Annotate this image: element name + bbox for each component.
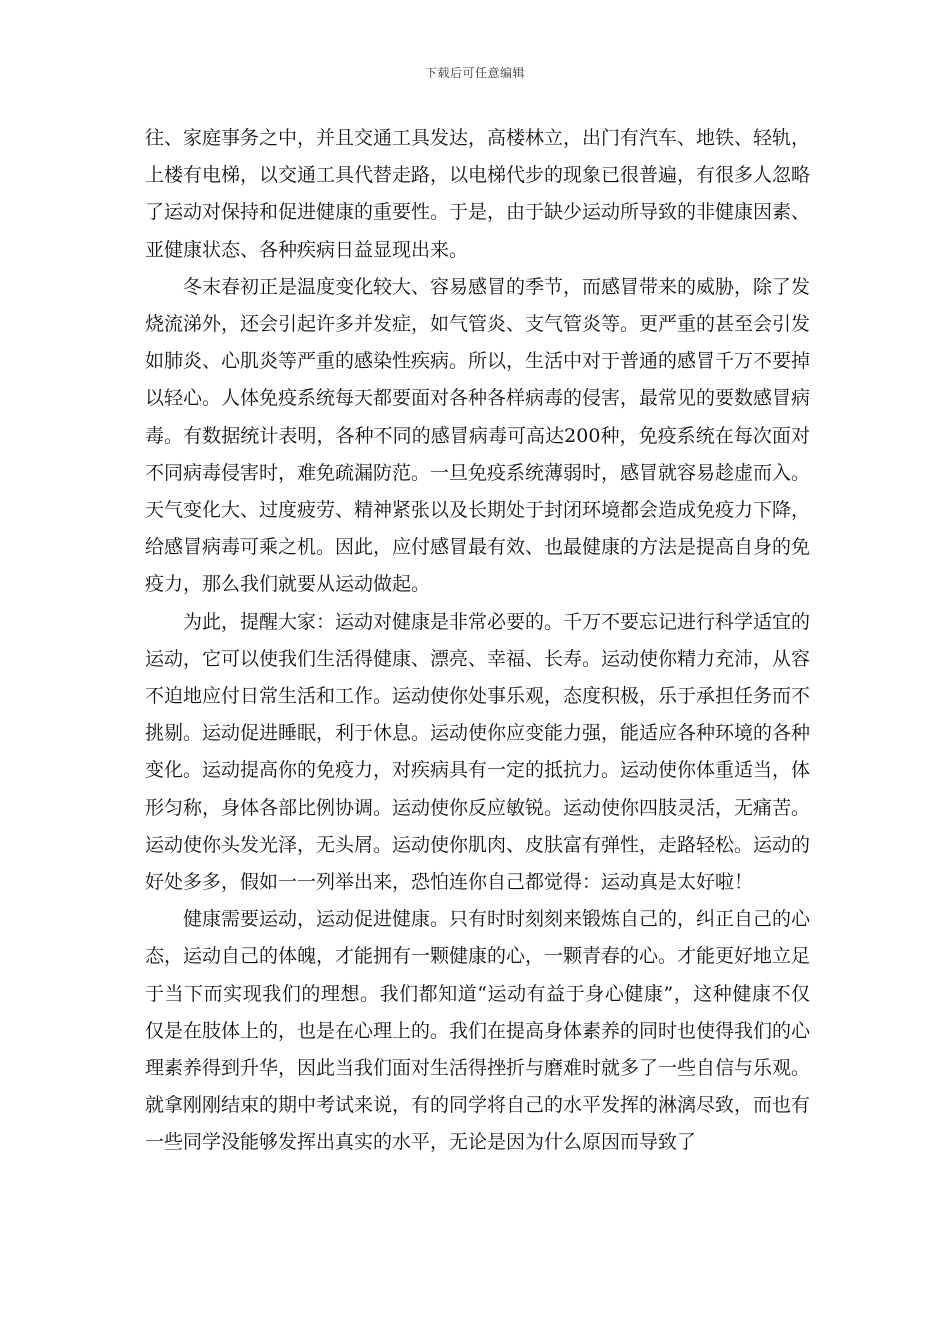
paragraph-3: 为此，提醒大家：运动对健康是非常必要的。千万不要忘记进行科学适宜的运动，它可以使我们生活得健康、漂亮、幸福、长寿。运动使你精力充沛，从容不迫地应付日常生活和工作。运动使你处事乐观，态度积极，乐于承担任务而不挑剔。运动促进睡眠，利于休息。运动使你应变能力强，能适应各种环境的各种变化。运动提高你的免疫力，对疾病具有一定的抵抗力。运动使你体重适当，体形匀称，身体各部比例协调。运动使你反应敏锐。运动使你四肢灵活，无痛苦。运动使你头发光泽，无头屑。运动使你肌肉、皮肤富有弹性，走路轻松。运动的好处多多，假如一一列举出来，恐怕连你自己都觉得：运动真是太好啦！ bbox=[145, 610, 811, 894]
paragraph-1-continued: 往、家庭事务之中，并且交通工具发达，高楼林立，出门有汽车、地铁、轻轨，上楼有电梯，以交通工具代替走路，以电梯代步的现象已很普遍，有很多人忽略了运动对保持和促进健康的重要性。于是，由于缺少运动所导致的非健康因素、亚健康状态、各种疾病日益显现出来。 bbox=[145, 127, 811, 261]
page-header: 下载后可任意编辑 bbox=[424, 66, 525, 80]
paragraph-4: 健康需要运动，运动促进健康。只有时时刻刻来锻炼自己的，纠正自己的心态，运动自己的体魄，才能拥有一颗健康的心，一颗青春的心。才能更好地立足于当下而实现我们的理想。我们都知道“运动有益于身心健康”，这种健康不仅仅是在肢体上的，也是在心理上的。我们在提高身体素养的同时也使得我们的心理素养得到升华，因此当我们面对生活得挫折与磨难时就多了一些自信与乐观。就拿刚刚结束的期中考试来说，有的同学将自己的水平发挥的淋漓尽致，而也有一些同学没能够发挥出真实的水平，无论是因为什么原因而导致了 bbox=[145, 908, 811, 1154]
document-body bbox=[145, 120, 810, 1162]
paragraph-2: 冬末春初正是温度变化较大、容易感冒的季节，而感冒带来的威胁，除了发烧流涕外，还会引起许多并发症，如气管炎、支气管炎等。更严重的甚至会引发如肺炎、心肌炎等严重的感染性疾病。所以，生活中对于普通的感冒千万不要掉以轻心。人体免疫系统每天都要面对各种各样病毒的侵害，最常见的要数感冒病毒。有数据统计表明，各种不同的感冒病毒可高达200种，免疫系统在每次面对不同病毒侵害时，难免疏漏防范。一旦免疫系统薄弱时，感冒就容易趁虚而入。天气变化大、过度疲劳、精神紧张以及长期处于封闭环境都会造成免疫力下降，给感冒病毒可乘之机。因此，应付感冒最有效、也最健康的方法是提高自身的免疫力，那么我们就要从运动做起。 bbox=[145, 275, 811, 596]
